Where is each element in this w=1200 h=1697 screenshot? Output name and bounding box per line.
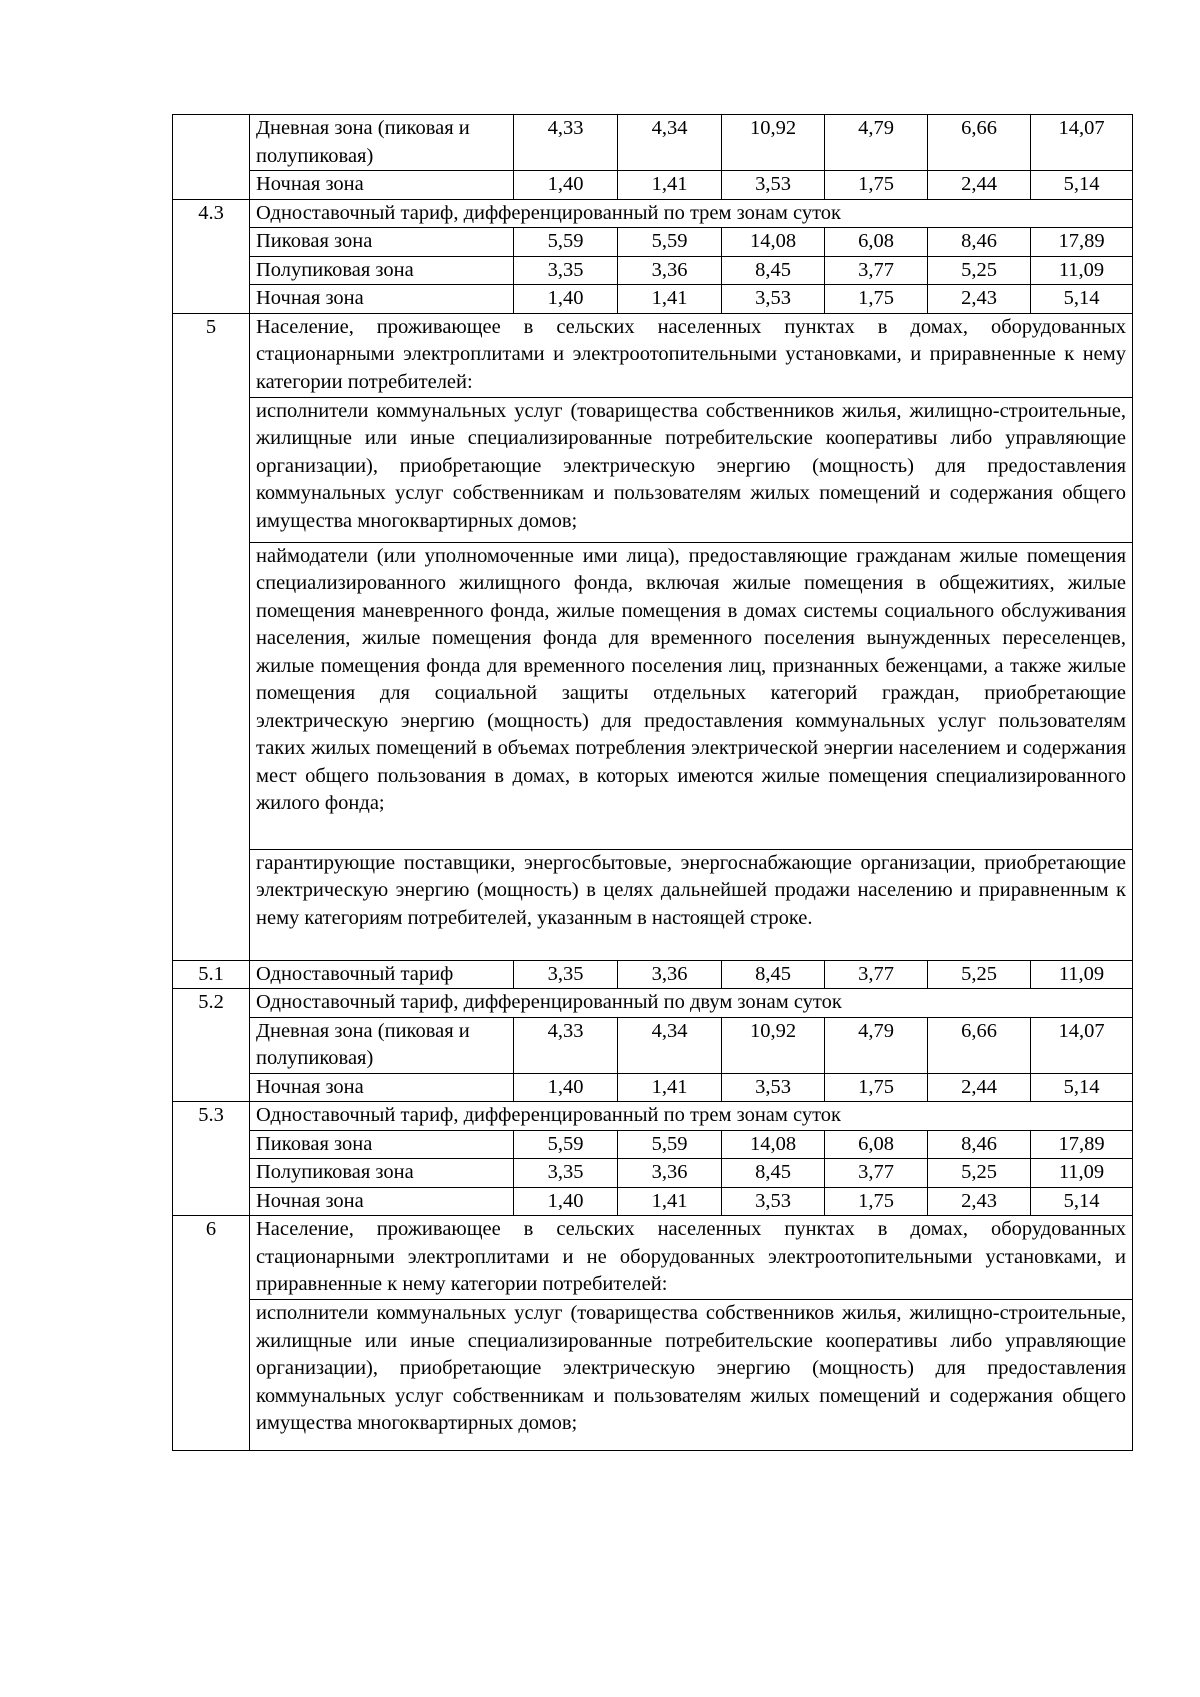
- tariff-value: 14,08: [722, 228, 825, 257]
- zone-label: Ночная зона: [250, 285, 514, 314]
- tariff-value: 4,33: [514, 115, 618, 171]
- tariff-value: 2,44: [928, 171, 1031, 200]
- table-row: [173, 285, 1133, 314]
- tariff-value: 3,53: [722, 1187, 825, 1216]
- section-heading: Население, проживающее в сельских населенных пунктах в домах, оборудованных стационарными электроплитами и электроотопительными установками, и приравненные к нему категории потребителей:: [250, 313, 1133, 397]
- tariff-value: 14,08: [722, 1130, 825, 1159]
- tariff-value: 5,25: [928, 960, 1031, 989]
- tariff-value: 6,66: [928, 1017, 1031, 1073]
- tariff-value: 1,40: [514, 1187, 618, 1216]
- table-row: [173, 960, 1133, 989]
- table-row: [173, 1300, 1133, 1451]
- tariff-value: 3,77: [825, 960, 928, 989]
- tariff-value: 2,43: [928, 285, 1031, 314]
- row-number: 6: [173, 1216, 250, 1451]
- tariff-value: 6,66: [928, 115, 1031, 171]
- tariff-value: 14,07: [1031, 1017, 1133, 1073]
- table-row: [173, 228, 1133, 257]
- tariff-value: 8,45: [722, 1159, 825, 1188]
- category-paragraph: исполнители коммунальных услуг (товарищества собственников жилья, жилищно-строительные, жилищные или иные специализированные потребительские кооперативы либо управляющие организации), приобретающие электрическую энергию (мощность) для предоставления коммунальных услуг собственникам и пользователям жилых помещений и содержания общего имущества многоквартирных домов;: [250, 1300, 1133, 1451]
- tariff-value: 5,59: [514, 1130, 618, 1159]
- category-paragraph: наймодатели (или уполномоченные ими лица), предоставляющие гражданам жилые помещения специализированного жилищного фонда, включая жилые помещения в общежитиях, жилые помещения маневренного фонда, жилые помещения в домах системы социального обслуживания населения, жилые помещения фонда для временного поселения вынужденных переселенцев, жилые помещения фонда для временного поселения лиц, признанных беженцами, а также жилые помещения для социальной защиты отдельных категорий граждан, приобретающие электрическую энергию (мощность) для предоставления коммунальных услуг пользователям таких жилых помещений в объемах потребления электрической энергии населением и содержания мест общего пользования в домах, в которых имеются жилые помещения специализированного жилого фонда;: [250, 542, 1133, 849]
- section-heading: Население, проживающее в сельских населенных пунктах в домах, оборудованных стационарными электроплитами и не оборудованных электроотопительными установками, и приравненные к нему категории потребителей:: [250, 1216, 1133, 1300]
- tariff-value: 11,09: [1031, 256, 1133, 285]
- tariff-value: 4,79: [825, 1017, 928, 1073]
- tariff-value: 4,33: [514, 1017, 618, 1073]
- table-row: [173, 1159, 1133, 1188]
- category-paragraph: исполнители коммунальных услуг (товарищества собственников жилья, жилищно-строительные, жилищные или иные специализированные потребительские кооперативы либо управляющие организации), приобретающие электрическую энергию (мощность) для предоставления коммунальных услуг собственникам и пользователям жилых помещений и содержания общего имущества многоквартирных домов;: [250, 397, 1133, 542]
- tariff-value: 3,36: [618, 256, 722, 285]
- tariff-value: 1,41: [618, 1073, 722, 1102]
- tariff-value: 5,59: [618, 228, 722, 257]
- tariff-value: 5,59: [514, 228, 618, 257]
- tariff-value: 5,25: [928, 1159, 1031, 1188]
- zone-label: Ночная зона: [250, 1187, 514, 1216]
- tariff-value: 3,77: [825, 256, 928, 285]
- table-row: [173, 199, 1133, 228]
- table-row: [173, 989, 1133, 1018]
- table-row: [173, 171, 1133, 200]
- table-row: [173, 1216, 1133, 1300]
- tariff-value: 2,43: [928, 1187, 1031, 1216]
- tariff-value: 4,34: [618, 1017, 722, 1073]
- zone-label: Полупиковая зона: [250, 256, 514, 285]
- category-paragraph: гарантирующие поставщики, энергосбытовые, энергоснабжающие организации, приобретающие электрическую энергию (мощность) в целях дальнейшей продажи населению и приравненным к нему категориям потребителей, указанным в настоящей строке.: [250, 849, 1133, 960]
- zone-label: Пиковая зона: [250, 1130, 514, 1159]
- tariff-value: 5,14: [1031, 1187, 1133, 1216]
- tariff-value: 14,07: [1031, 115, 1133, 171]
- table-row: [173, 397, 1133, 542]
- tariff-value: 1,41: [618, 1187, 722, 1216]
- tariff-value: 5,14: [1031, 285, 1133, 314]
- tariff-value: 6,08: [825, 228, 928, 257]
- tariff-value: 17,89: [1031, 1130, 1133, 1159]
- table-row: [173, 1187, 1133, 1216]
- table-row: [173, 1130, 1133, 1159]
- tariff-value: 1,75: [825, 171, 928, 200]
- tariff-value: 10,92: [722, 1017, 825, 1073]
- row-number: 5.1: [173, 960, 250, 989]
- row-number: 5.2: [173, 989, 250, 1102]
- row-number-cell: [173, 115, 250, 200]
- zone-label: Дневная зона (пиковая и полупиковая): [250, 1017, 514, 1073]
- row-number: 4.3: [173, 199, 250, 313]
- zone-label: Ночная зона: [250, 1073, 514, 1102]
- zone-label: Одноставочный тариф: [250, 960, 514, 989]
- tariff-value: 1,40: [514, 171, 618, 200]
- tariff-value: 5,59: [618, 1130, 722, 1159]
- tariff-value: 8,45: [722, 256, 825, 285]
- tariff-value: 11,09: [1031, 960, 1133, 989]
- section-heading: Одноставочный тариф, дифференцированный по трем зонам суток: [250, 1102, 1133, 1131]
- tariff-value: 3,77: [825, 1159, 928, 1188]
- tariff-value: 3,36: [618, 1159, 722, 1188]
- tariff-table: [172, 114, 1133, 1451]
- tariff-value: 5,14: [1031, 171, 1133, 200]
- tariff-value: 1,41: [618, 285, 722, 314]
- row-number: 5: [173, 313, 250, 960]
- table-row: [173, 1102, 1133, 1131]
- tariff-value: 5,25: [928, 256, 1031, 285]
- tariff-value: 3,35: [514, 960, 618, 989]
- tariff-value: 6,08: [825, 1130, 928, 1159]
- tariff-value: 1,40: [514, 1073, 618, 1102]
- zone-label: Ночная зона: [250, 171, 514, 200]
- tariff-value: 3,53: [722, 285, 825, 314]
- tariff-value: 3,53: [722, 171, 825, 200]
- tariff-value: 8,45: [722, 960, 825, 989]
- tariff-value: 11,09: [1031, 1159, 1133, 1188]
- tariff-value: 4,79: [825, 115, 928, 171]
- tariff-value: 1,75: [825, 1187, 928, 1216]
- section-heading: Одноставочный тариф, дифференцированный по трем зонам суток: [250, 199, 1133, 228]
- section-heading: Одноставочный тариф, дифференцированный по двум зонам суток: [250, 989, 1133, 1018]
- tariff-value: 1,75: [825, 285, 928, 314]
- table-row: [173, 542, 1133, 849]
- tariff-value: 3,36: [618, 960, 722, 989]
- tariff-value: 1,75: [825, 1073, 928, 1102]
- row-number: 5.3: [173, 1102, 250, 1216]
- tariff-value: 4,34: [618, 115, 722, 171]
- tariff-value: 3,35: [514, 256, 618, 285]
- zone-label: Полупиковая зона: [250, 1159, 514, 1188]
- tariff-value: 17,89: [1031, 228, 1133, 257]
- table-row: [173, 313, 1133, 397]
- tariff-value: 3,35: [514, 1159, 618, 1188]
- zone-label: Пиковая зона: [250, 228, 514, 257]
- table-row: [173, 1073, 1133, 1102]
- tariff-value: 8,46: [928, 228, 1031, 257]
- tariff-value: 5,14: [1031, 1073, 1133, 1102]
- tariff-value: 8,46: [928, 1130, 1031, 1159]
- table-row: [173, 115, 1133, 171]
- tariff-value: 10,92: [722, 115, 825, 171]
- tariff-value: 3,53: [722, 1073, 825, 1102]
- table-row: [173, 256, 1133, 285]
- zone-label: Дневная зона (пиковая и полупиковая): [250, 115, 514, 171]
- table-row: [173, 1017, 1133, 1073]
- tariff-value: 1,40: [514, 285, 618, 314]
- table-row: [173, 849, 1133, 960]
- tariff-value: 2,44: [928, 1073, 1031, 1102]
- tariff-value: 1,41: [618, 171, 722, 200]
